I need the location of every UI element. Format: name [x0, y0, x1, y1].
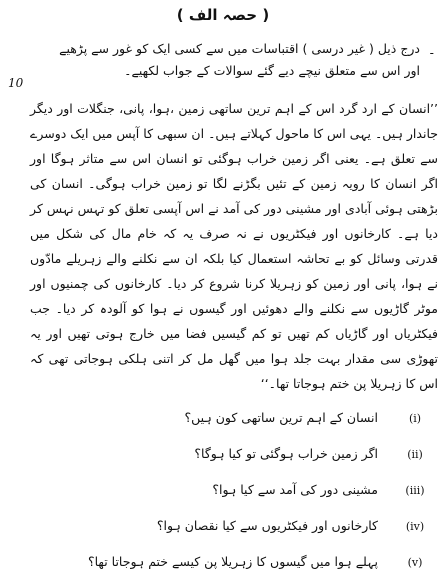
question-item	[0, 548, 446, 584]
question-item	[0, 440, 446, 476]
passage-text: ’’انسان کے ارد گرد اس کے اہم ترین ساتھی زمین ،ہوا، پانی، جنگلات اور دیگر جاندار ہیں۔ یہی اس کا ماحول کہلاتے ہیں۔ ان سبھی کا آپس میں ایک دوسرے سے تعلق ہے۔ یعنی اگر زمین خراب ہوگئی تو انسان اس سے متاثر ہوگا اور اگر انسان کا رویہ زمین کے تئیں بگڑنے لگا تو زمین خراب ہوگی۔ انسان کی بڑھتی ہوئی آبادی اور مشینی دور کی آمد نے اس آپسی تعلق کو تہس نہس کر دیا ہے۔ کارخانوں اور فیکٹریوں نے نہ صرف یہ کہ خام مال کی شکل میں قدرتی وسائل کو بے تحاشہ استعمال کیا بلکہ ان سے نکلنے والے زہریلے مادّوں نے ہوا، پانی اور زمین کو زہریلا کرنا شروع کر دیا۔ کارخانوں کی چمنیوں اور موٹر گاڑیوں سے نکلنے والے دھوئیں اور گیسوں نے ہوا کو آلودہ کر دیا۔ جب فیکٹریاں اور گاڑیاں کم تھیں تو کم گیسیں فضا میں خارج ہوتی تھیں اور یہ تھوڑی سی مقدار بہت جلد ہوا میں گھل مل کر اتنی ہلکی ہوجاتی تھی کہ اس کا زہریلا پن ختم ہوجاتا تھا۔‘‘	[30, 101, 438, 391]
question-item	[0, 404, 446, 440]
question-list	[0, 404, 446, 584]
section-heading: ( حصہ الف )	[176, 6, 270, 24]
question-number: (v)	[407, 556, 423, 569]
question-text: مشینی دور کی آمد سے کیا ہوا؟	[212, 482, 378, 497]
marks-label: 10	[8, 76, 24, 90]
instruction-text: درج ذیل ( غیر درسی ) اقتباسات میں سے کسی ایک کو غور سے پڑھیے اور اس سے متعلق نیچے دیے گئے سوالات کے جواب لکھیے۔	[59, 41, 420, 78]
question-number: (ii)	[407, 448, 423, 461]
question-text: پہلے ہوا میں گیسوں کا زہریلا پن کیسے ختم ہوجاتا تھا؟	[87, 554, 378, 569]
question-text: اگر زمین خراب ہوگئی تو کیا ہوگا؟	[194, 446, 378, 461]
question-item	[0, 476, 446, 512]
question-number: (iii)	[405, 484, 425, 497]
question-number: (i)	[408, 412, 422, 425]
question-item	[0, 512, 446, 548]
question-bullet: -	[429, 46, 434, 60]
question-text: انسان کے اہم ترین ساتھی کون ہیں؟	[184, 410, 378, 425]
question-text: کارخانوں اور فیکٹریوں سے کیا نقصان ہوا؟	[156, 518, 378, 533]
question-number: (iv)	[405, 520, 425, 533]
